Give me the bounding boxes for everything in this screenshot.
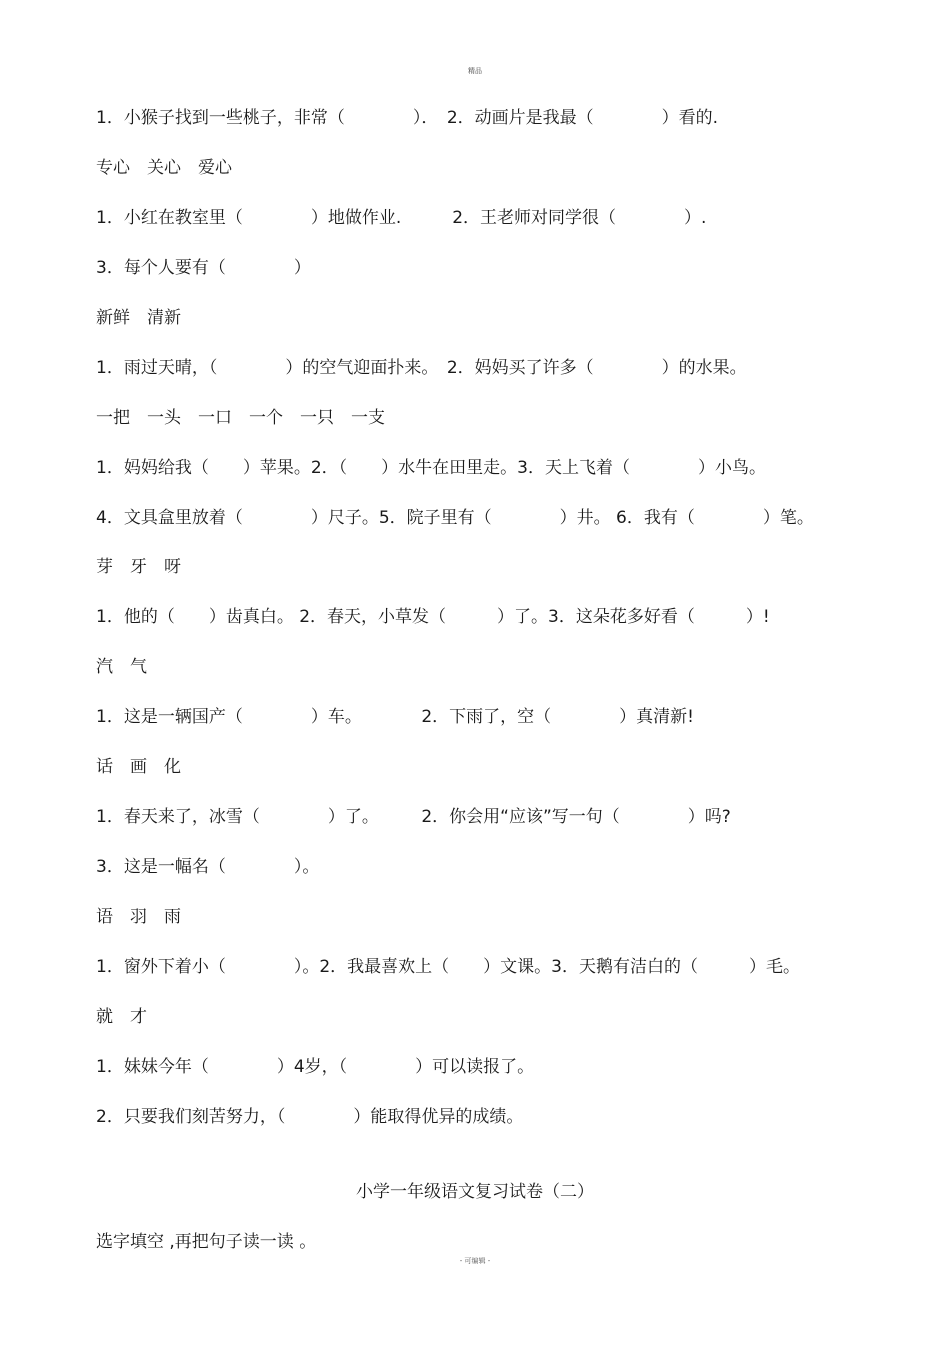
instruction: 选字填空 ,再把句子读一读 。: [96, 1232, 317, 1252]
word-choices: 一把 一头 一口 一个 一只 一支: [96, 408, 385, 428]
question-line: 1．雨过天晴，（ ）的空气迎面扑来。 2．妈妈买了许多（ ）的水果。: [96, 358, 747, 378]
word-choices: 话 画 化: [96, 757, 181, 777]
word-choices: 芽 牙 呀: [96, 557, 181, 577]
question-line: 1．妹妹今年（ ）4岁，（ ）可以读报了。: [96, 1057, 535, 1077]
question-line: 1．春天来了，冰雪（ ）了。 2．你会用“应该”写一句（ ）吗?: [96, 807, 731, 827]
question-line: 1．小猴子找到一些桃子，非常（ ）． 2．动画片是我最（ ）看的.: [96, 108, 719, 128]
page-footer: - 可编辑 -: [459, 1257, 491, 1265]
question-line: 2．只要我们刻苦努力，（ ）能取得优异的成绩。: [96, 1107, 524, 1127]
question-line: 1．妈妈给我（ ）苹果。2．（ ）水牛在田里走。3．天上飞着（ ）小鸟。: [96, 458, 766, 478]
word-choices: 汽 气: [96, 657, 147, 677]
question-line: 3．每个人要有（ ）: [96, 258, 311, 278]
question-line: 1．这是一辆国产（ ）车。 2．下雨了，空（ ）真清新!: [96, 707, 694, 727]
question-line: 4．文具盒里放着（ ）尺子。5．院子里有（ ）井。 6．我有（ ）笔。: [96, 508, 814, 528]
word-choices: 语 羽 雨: [96, 907, 181, 927]
question-line: 1．窗外下着小（ ）。2．我最喜欢上（ ）文课。3．天鹅有洁白的（ ）毛。: [96, 957, 800, 977]
question-line: 1．小红在教室里（ ）地做作业. 2．王老师对同学很（ ）.: [96, 208, 707, 228]
question-line: 3．这是一幅名（ ）。: [96, 857, 320, 877]
page-header: 精品: [468, 67, 482, 75]
word-choices: 就 才: [96, 1007, 147, 1027]
word-choices: 新鲜 清新: [96, 308, 181, 328]
word-choices: 专心 关心 爱心: [96, 158, 232, 178]
question-line: 1．他的（ ）齿真白。 2．春天，小草发（ ）了。3．这朵花多好看（ ）!: [96, 607, 770, 627]
section-title: 小学一年级语文复习试卷（二）: [356, 1182, 594, 1202]
